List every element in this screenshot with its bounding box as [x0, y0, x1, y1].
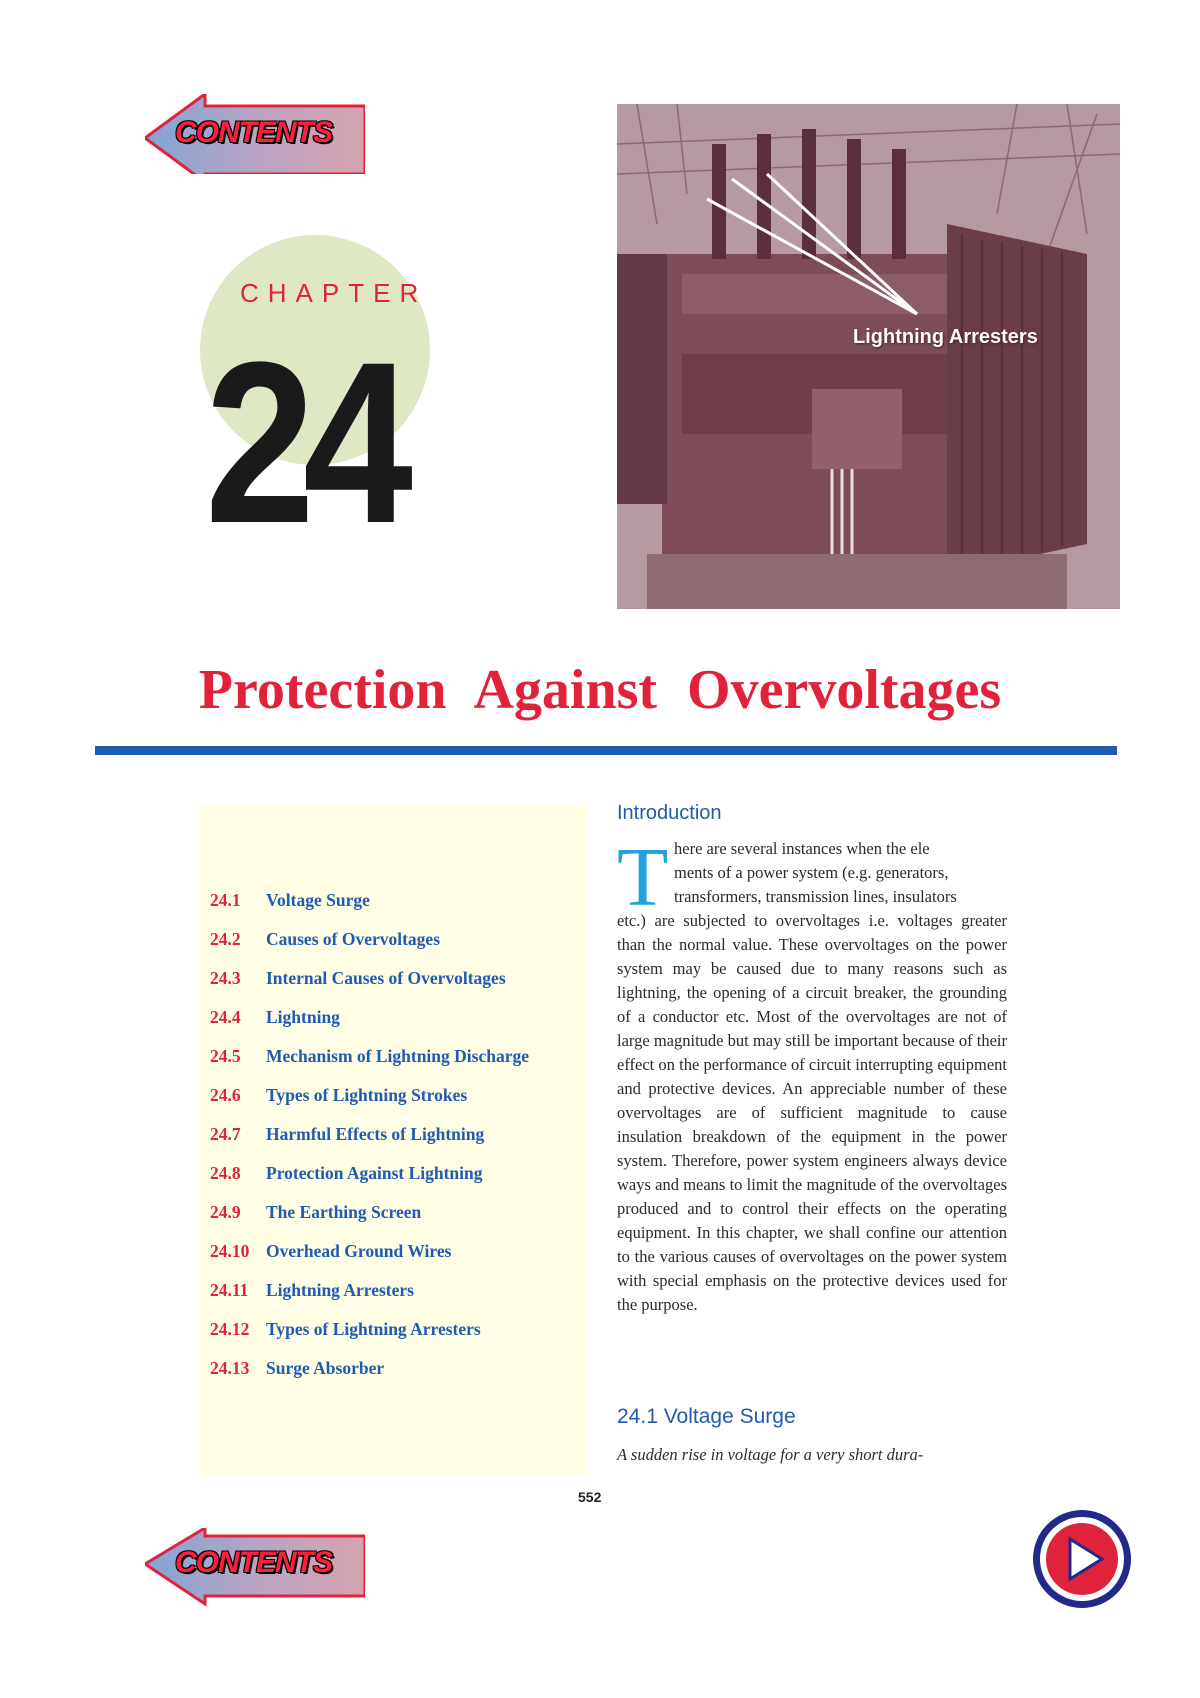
intro-heading: Introduction [617, 802, 722, 824]
outline-item[interactable] [210, 1319, 529, 1358]
intro-line-1: here are several instances when the ele [674, 839, 930, 858]
outline-item-label: Causes of Overvoltages [266, 929, 441, 949]
section-text-24-1: A sudden rise in voltage for a very short dura- [617, 1445, 924, 1464]
outline-item-label: Voltage Surge [266, 890, 370, 910]
outline-item[interactable] [210, 929, 529, 968]
contents-button-bottom[interactable] [145, 1528, 365, 1608]
outline-item-label: Lightning [266, 1007, 340, 1027]
outline-item-number: 24.3 [210, 968, 241, 988]
outline-item-number: 24.2 [210, 929, 241, 949]
outline-item[interactable] [210, 1007, 529, 1046]
next-button-core [1046, 1523, 1118, 1595]
outline-item-label: Lightning Arresters [266, 1280, 414, 1300]
outline-item[interactable] [210, 1280, 529, 1319]
outline-item-number: 24.1 [210, 890, 241, 910]
contents-label: CONTENTS [175, 1546, 332, 1579]
outline-item-label: Protection Against Lightning [266, 1163, 483, 1183]
outline-item[interactable] [210, 1241, 529, 1280]
chapter-title: Protection Against Overvoltages [198, 659, 1002, 721]
play-next-icon [1046, 1523, 1118, 1595]
outline-item[interactable] [210, 1358, 529, 1397]
drop-cap: T [617, 831, 669, 924]
outline-item-label: The Earthing Screen [266, 1202, 422, 1222]
section-heading-24-1: 24.1 Voltage Surge [617, 1405, 796, 1428]
outline-item-label: Internal Causes of Overvoltages [266, 968, 506, 988]
title-rule [95, 746, 1117, 755]
outline-item-number: 24.7 [210, 1124, 241, 1144]
outline-item[interactable] [210, 890, 529, 929]
outline-item-number: 24.5 [210, 1046, 241, 1066]
outline-item[interactable] [210, 1085, 529, 1124]
outline-item-number: 24.12 [210, 1319, 250, 1339]
outline-item-number: 24.8 [210, 1163, 241, 1183]
chapter-word: CHAPTER [240, 278, 428, 308]
outline-item[interactable] [210, 1202, 529, 1241]
outline-item[interactable] [210, 1124, 529, 1163]
intro-line-2: ments of a power system (e.g. generators, [674, 863, 949, 882]
outline-item[interactable] [210, 1163, 529, 1202]
outline-item-label: Mechanism of Lightning Discharge [266, 1046, 529, 1066]
outline-item-label: Harmful Effects of Lightning [266, 1124, 485, 1144]
outline-item-number: 24.10 [210, 1241, 250, 1261]
outline-item-label: Surge Absorber [266, 1358, 385, 1378]
outline-item-number: 24.9 [210, 1202, 241, 1222]
contents-button-top[interactable] [145, 94, 365, 174]
contents-label: CONTENTS [175, 116, 332, 149]
outline-item-number: 24.11 [210, 1280, 249, 1300]
outline-item-number: 24.4 [210, 1007, 241, 1027]
intro-paragraph: etc.) are subjected to overvoltages i.e. voltages greater than the normal value. These overvoltages on the power system may be caused due to many reasons such as lightning, the opening of a circuit breaker, the grounding of a conductor etc. Most of the overvoltages are not of large magnitude but may still be important because of their effect on the performance of circuit interrupting equipment and protective devices. An appreciable number of these overvoltages are of sufficient magnitude to cause insulation breakdown of the equipment in the power system. Therefore, power system engineers always device ways and means to limit the magnitude of the overvoltages produced and to control their effects on the operating equipment. In this chapter, we shall confine our attention to the various causes of overvoltages on the power system with special emphasis on the protective devices used for the purpose. [617, 911, 1007, 1314]
next-page-button[interactable] [1033, 1510, 1131, 1608]
outline-item-label: Overhead Ground Wires [266, 1241, 452, 1261]
photo-label: Lightning Arresters [853, 326, 1038, 348]
outline-item-label: Types of Lightning Strokes [266, 1085, 468, 1105]
outline-item-number: 24.13 [210, 1358, 250, 1378]
page-number: 552 [578, 1489, 602, 1505]
outline-item-number: 24.6 [210, 1085, 241, 1105]
outline-list [210, 890, 529, 1397]
outline-item[interactable] [210, 1046, 529, 1085]
transformer-photo [617, 104, 1120, 609]
transformer-illustration [617, 104, 1120, 609]
outline-item[interactable] [210, 968, 529, 1007]
chapter-number: 24 [205, 314, 401, 571]
outline-item-label: Types of Lightning Arresters [266, 1319, 481, 1339]
intro-body [617, 831, 1007, 1317]
intro-line-3: transformers, transmission lines, insulators [674, 887, 957, 906]
